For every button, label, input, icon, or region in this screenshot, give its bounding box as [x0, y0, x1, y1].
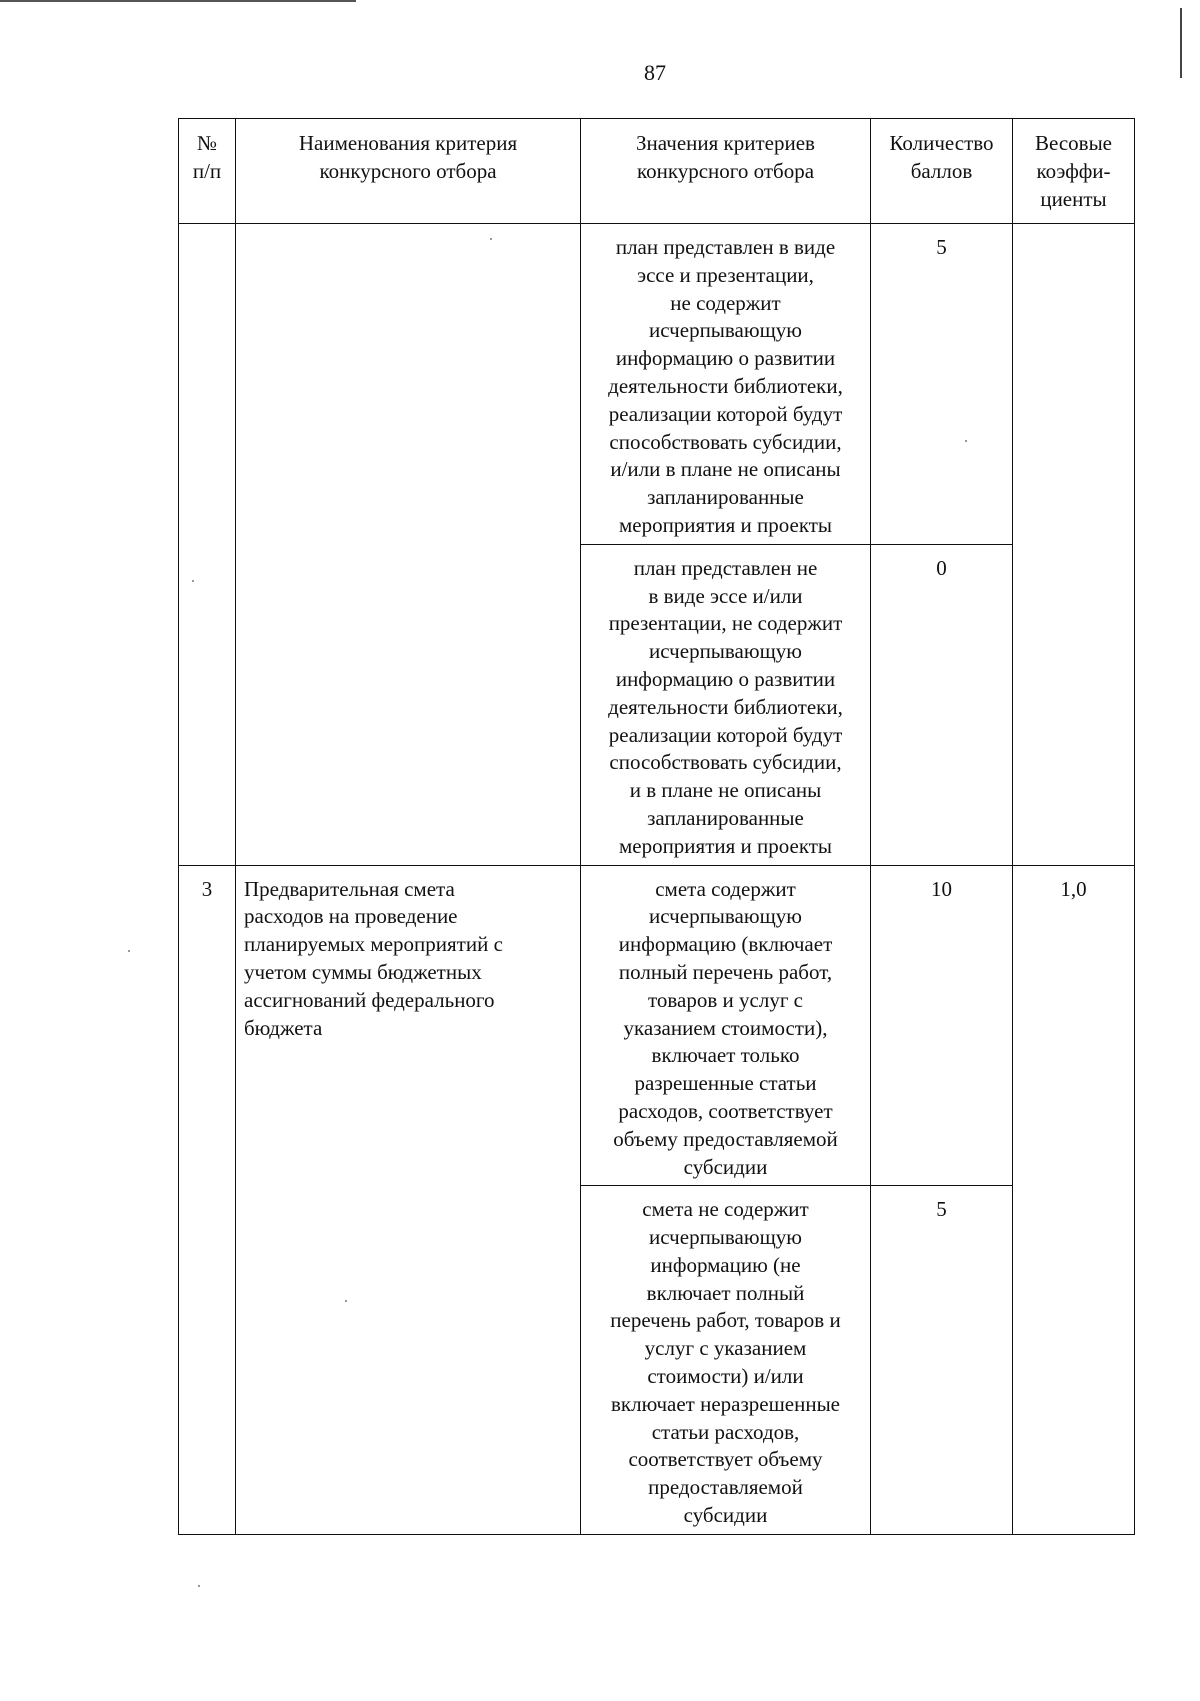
criterion-value: смета содержит исчерпывающую информацию (включает полный перечень работ, товаров и услуг с указанием стоимости), включает только разрешенные статьи расходов, соответствует объему предоставляемой субсидии	[581, 865, 871, 1186]
criterion-value: план представлен не в виде эссе и/или презентации, не содержит исчерпывающую информацию о развитии деятельности библиотеки, реализации которой будут способствовать субсидии, и в плане не описаны запланированные мероприятия и проекты	[581, 544, 871, 865]
scan-speck	[490, 238, 492, 240]
criterion-points: 0	[871, 544, 1013, 865]
table-row	[179, 224, 1135, 545]
header-weight: Весовые коэффи- циенты	[1013, 119, 1135, 224]
criterion-number	[179, 224, 236, 866]
criterion-weight: 1,0	[1013, 865, 1135, 1534]
header-value: Значения критериев конкурсного отбора	[581, 119, 871, 224]
scan-speck	[192, 580, 194, 582]
scan-speck	[128, 950, 130, 952]
page-number: 87	[644, 60, 666, 85]
criterion-value: план представлен в виде эссе и презентации, не содержит исчерпывающую информацию о развитии деятельности библиотеки, реализации которой будут способствовать субсидии, и/или в плане не описаны запланированные мероприятия и проекты	[581, 224, 871, 545]
scan-speck	[198, 1585, 200, 1587]
header-num: № п/п	[179, 119, 236, 224]
criterion-points: 5	[871, 224, 1013, 545]
header-points: Количество баллов	[871, 119, 1013, 224]
header-name: Наименования критерия конкурсного отбора	[236, 119, 581, 224]
table-row	[179, 865, 1135, 1186]
scan-edge-top	[0, 0, 356, 2]
criterion-points: 10	[871, 865, 1013, 1186]
scan-speck	[965, 440, 967, 442]
criterion-number: 3	[179, 865, 236, 1534]
scan-speck	[345, 1300, 347, 1302]
criterion-weight	[1013, 224, 1135, 866]
criteria-table	[178, 118, 1135, 1535]
criterion-name	[236, 224, 581, 866]
criterion-value: смета не содержит исчерпывающую информацию (не включает полный перечень работ, товаров и услуг с указанием стоимости) и/или включает неразрешенные статьи расходов, соответствует объему предоставляемой субсидии	[581, 1186, 871, 1535]
header-row	[179, 119, 1135, 224]
criterion-points: 5	[871, 1186, 1013, 1535]
criterion-name: Предварительная смета расходов на проведение планируемых мероприятий с учетом суммы бюджетных ассигнований федерального бюджета	[236, 865, 581, 1534]
